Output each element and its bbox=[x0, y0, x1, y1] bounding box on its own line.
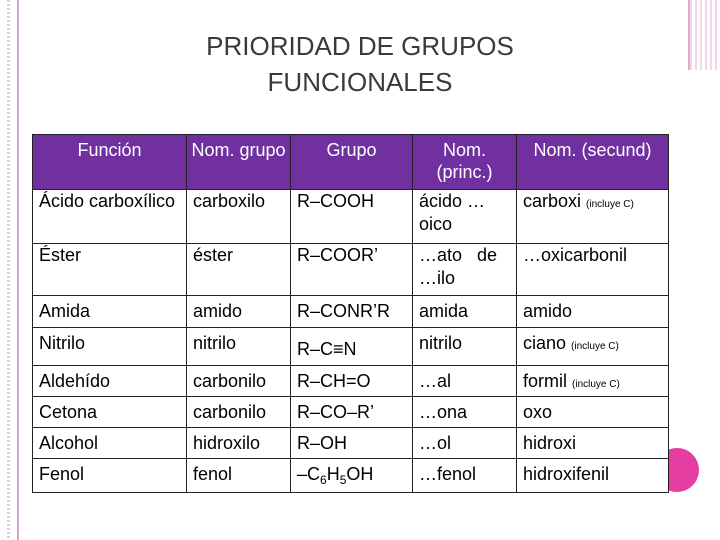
cell-secund bbox=[517, 190, 669, 244]
secund-name: oxo bbox=[523, 402, 553, 422]
secund-name: ciano bbox=[523, 333, 567, 353]
title-line-1: PRIORIDAD DE GRUPOS bbox=[206, 31, 514, 61]
cell-princ: nitrilo bbox=[413, 328, 517, 366]
header-grupo: Grupo bbox=[291, 135, 413, 190]
title-line-2: FUNCIONALES bbox=[267, 67, 453, 97]
cell-grupo bbox=[291, 459, 413, 493]
cell-funcion: Amida bbox=[33, 296, 187, 328]
functional-groups-table bbox=[32, 134, 669, 493]
left-decorative-border bbox=[0, 0, 19, 540]
cell-grupo: R–C≡N bbox=[291, 328, 413, 366]
cell-princ: …fenol bbox=[413, 459, 517, 493]
cell-funcion: Cetona bbox=[33, 397, 187, 428]
cell-funcion: Nitrilo bbox=[33, 328, 187, 366]
cell-grupo: R–COOH bbox=[291, 190, 413, 244]
secund-name: amido bbox=[523, 301, 573, 321]
formula-part: OH bbox=[346, 464, 374, 484]
secund-name: …oxicarbonil bbox=[523, 245, 628, 265]
cell-secund bbox=[517, 296, 669, 328]
cell-nom-grupo: carboxilo bbox=[187, 190, 291, 244]
header-nom-secund: Nom. (secund) bbox=[517, 135, 669, 190]
cell-grupo: R–CH=O bbox=[291, 366, 413, 397]
cell-nom-grupo: éster bbox=[187, 244, 291, 296]
formula-subscript: 5 bbox=[339, 473, 347, 487]
table-row bbox=[33, 366, 669, 397]
table-row bbox=[33, 244, 669, 296]
formula-subscript: 6 bbox=[320, 473, 327, 487]
cell-secund bbox=[517, 328, 669, 366]
header-nom-grupo: Nom. grupo bbox=[187, 135, 291, 190]
secund-note: (incluye C) bbox=[586, 199, 634, 210]
formula-part: H bbox=[326, 464, 340, 484]
secund-name: carboxi bbox=[523, 191, 582, 211]
cell-nom-grupo: nitrilo bbox=[187, 328, 291, 366]
secund-name: hidroxi bbox=[523, 433, 577, 453]
table-row bbox=[33, 459, 669, 493]
cell-grupo: R–CO–R’ bbox=[291, 397, 413, 428]
cell-princ: amida bbox=[413, 296, 517, 328]
cell-grupo: R–OH bbox=[291, 428, 413, 459]
cell-funcion: Éster bbox=[33, 244, 187, 296]
table-row bbox=[33, 428, 669, 459]
cell-grupo: R–CONR’R bbox=[291, 296, 413, 328]
table-row bbox=[33, 190, 669, 244]
cell-secund bbox=[517, 428, 669, 459]
cell-princ: …ol bbox=[413, 428, 517, 459]
secund-name: formil bbox=[523, 371, 567, 391]
cell-secund bbox=[517, 244, 669, 296]
cell-secund bbox=[517, 366, 669, 397]
cell-secund bbox=[517, 397, 669, 428]
cell-funcion: Alcohol bbox=[33, 428, 187, 459]
cell-funcion: Aldehído bbox=[33, 366, 187, 397]
cell-princ: ácido …oico bbox=[413, 190, 517, 244]
table-row bbox=[33, 397, 669, 428]
cell-funcion: Fenol bbox=[33, 459, 187, 493]
slide-title bbox=[60, 28, 660, 100]
formula-part: –C bbox=[297, 464, 321, 484]
cell-nom-grupo: hidroxilo bbox=[187, 428, 291, 459]
cell-princ: …ona bbox=[413, 397, 517, 428]
cell-princ: …al bbox=[413, 366, 517, 397]
secund-note: (incluye C) bbox=[571, 341, 619, 352]
header-nom-princ: Nom. (princ.) bbox=[413, 135, 517, 190]
header-funcion: Función bbox=[33, 135, 187, 190]
cell-funcion: Ácido carboxílico bbox=[33, 190, 187, 244]
table-row bbox=[33, 328, 669, 366]
cell-nom-grupo: fenol bbox=[187, 459, 291, 493]
top-right-decoration bbox=[688, 0, 720, 70]
cell-nom-grupo: carbonilo bbox=[187, 366, 291, 397]
secund-name: hidroxifenil bbox=[523, 464, 610, 484]
cell-grupo: R–COOR’ bbox=[291, 244, 413, 296]
cell-princ: …ato de …ilo bbox=[413, 244, 517, 296]
header-row bbox=[33, 135, 669, 190]
cell-nom-grupo: carbonilo bbox=[187, 397, 291, 428]
cell-nom-grupo: amido bbox=[187, 296, 291, 328]
secund-note: (incluye C) bbox=[572, 379, 620, 390]
table-row bbox=[33, 296, 669, 328]
cell-secund bbox=[517, 459, 669, 493]
